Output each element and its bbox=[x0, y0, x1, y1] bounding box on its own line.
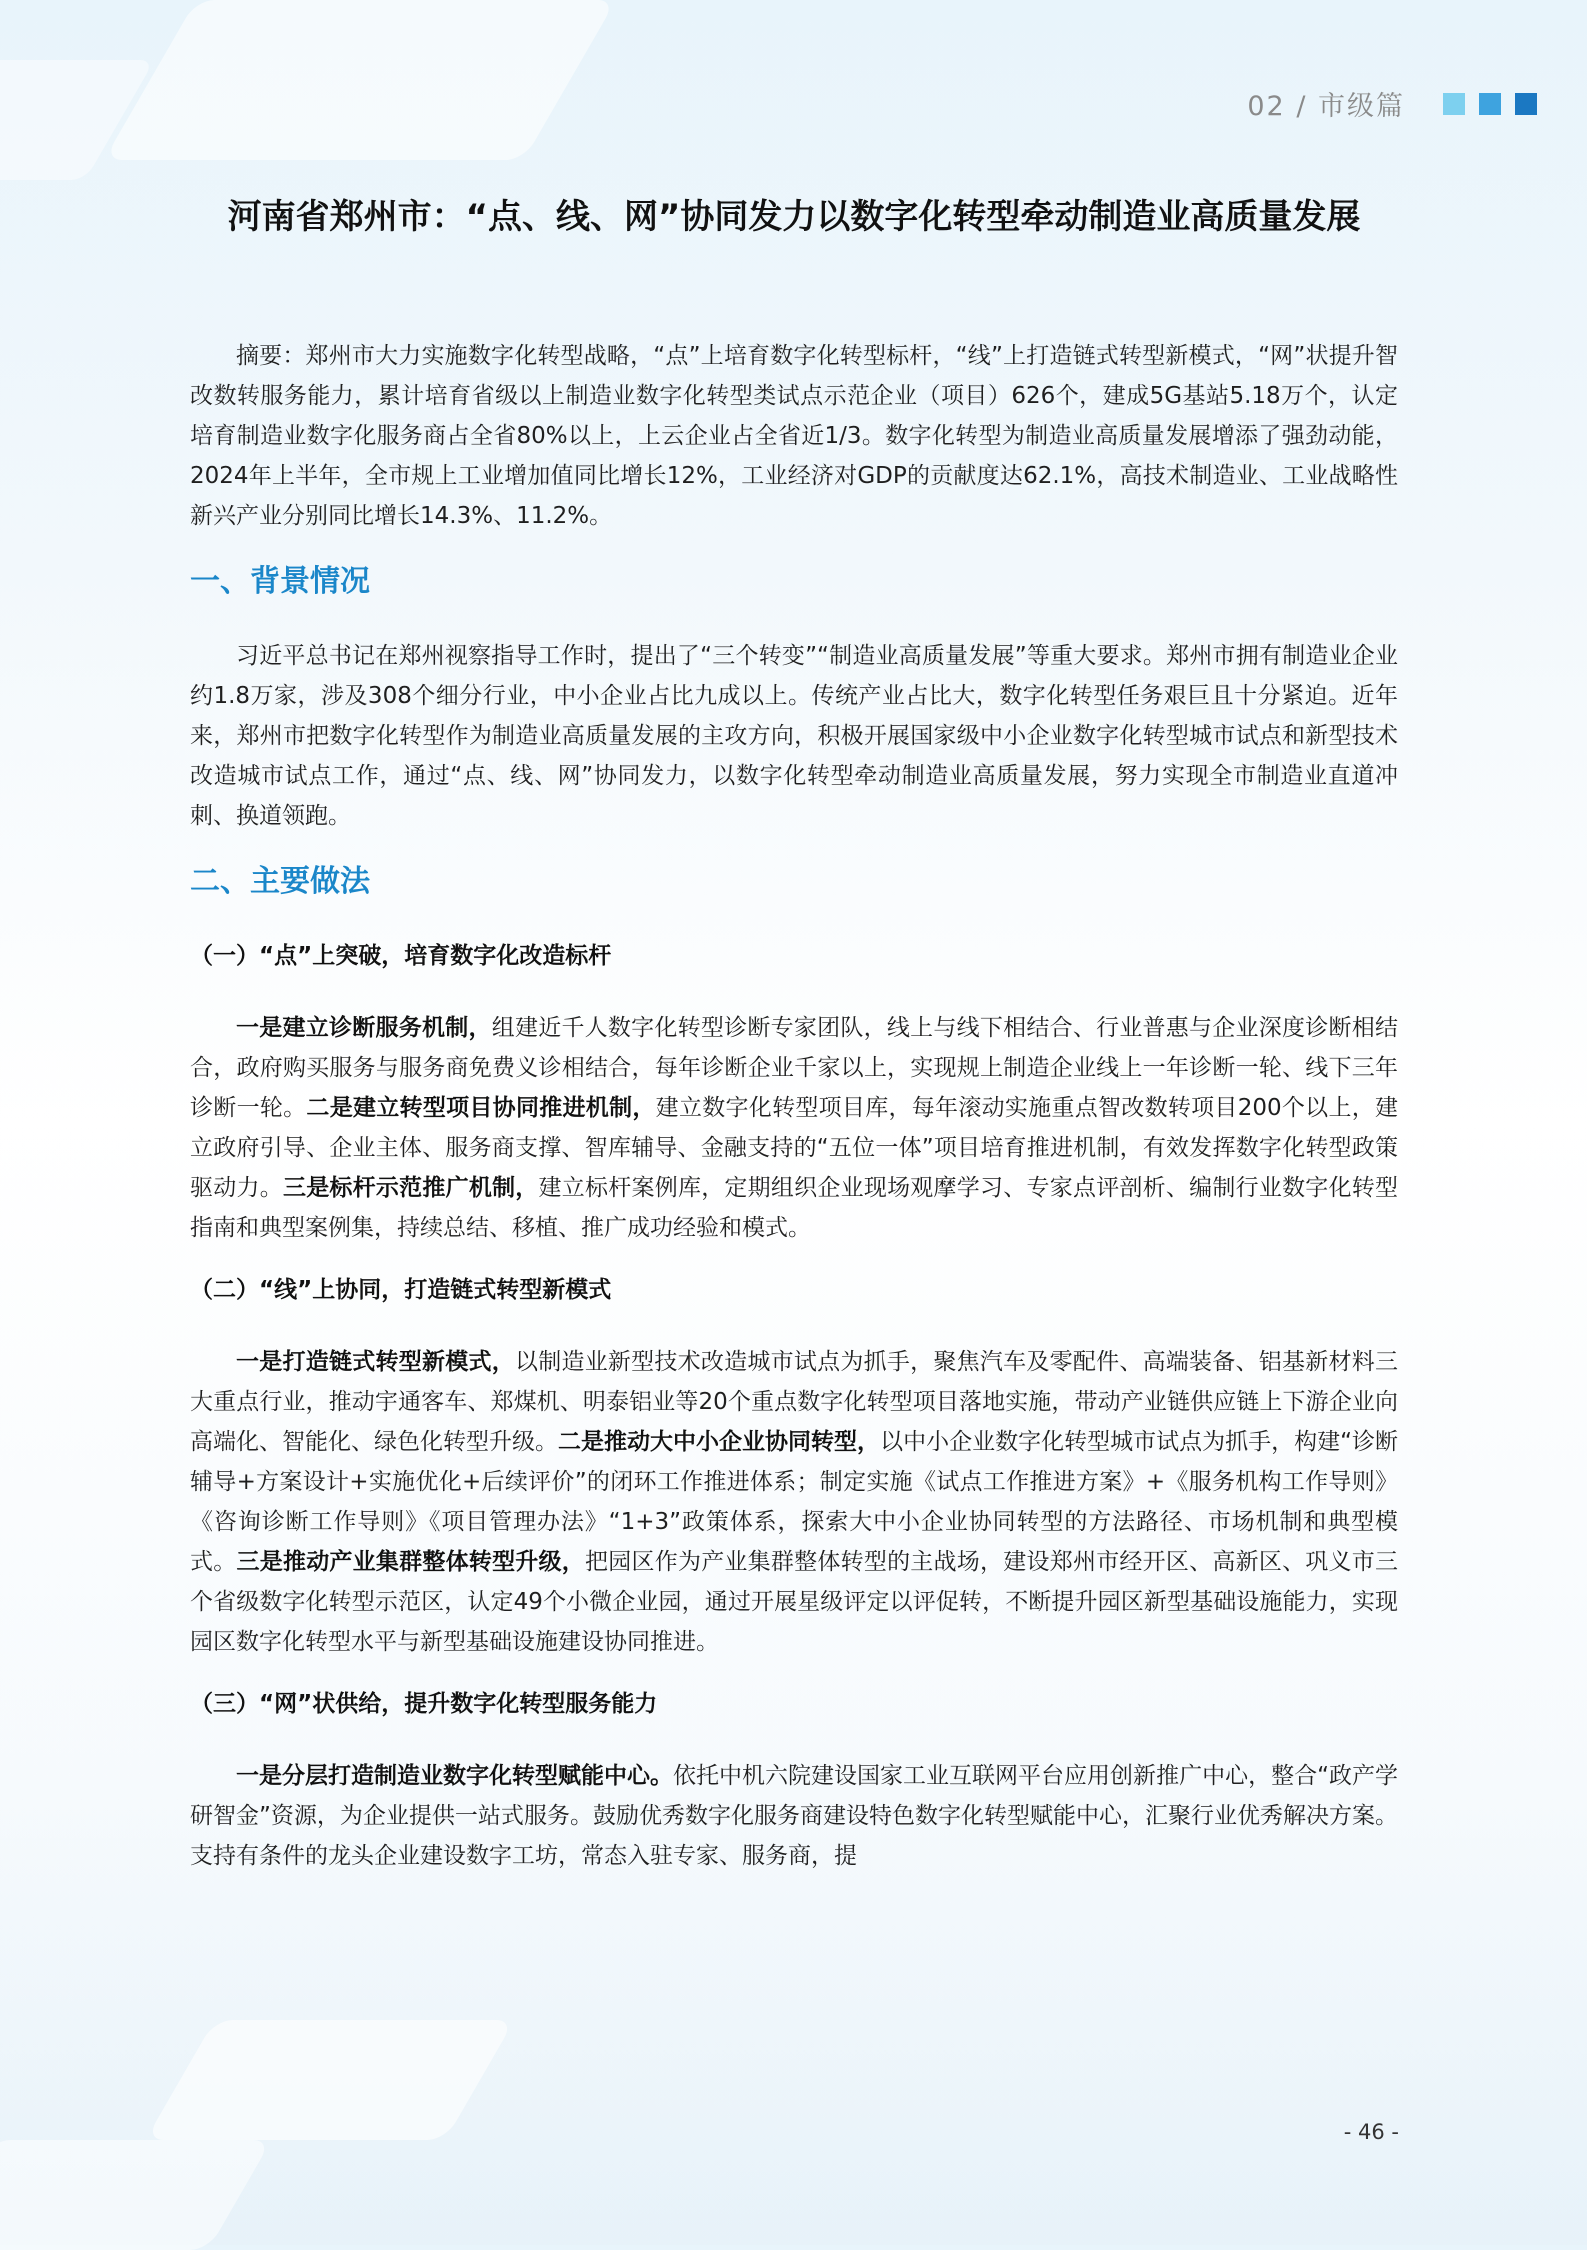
bold-lead: 三是推动产业集群整体转型升级， bbox=[236, 1549, 586, 1575]
body-paragraph bbox=[190, 1342, 1398, 1662]
bold-lead: 一是建立诊断服务机制， bbox=[236, 1015, 492, 1041]
document-body bbox=[190, 190, 1398, 1876]
subsection-heading: （二）“线”上协同，打造链式转型新模式 bbox=[190, 1277, 612, 1303]
bold-lead: 一是打造链式转型新模式， bbox=[236, 1349, 515, 1375]
decor-square-icon bbox=[1443, 93, 1465, 115]
section-heading: 一、背景情况 bbox=[190, 564, 370, 599]
background-paragraph: 习近平总书记在郑州视察指导工作时，提出了“三个转变”“制造业高质量发展”等重大要求。郑州市拥有制造业企业约1.8万家，涉及308个细分行业，中小企业占比九成以上。传统产业占比大，数字化转型任务艰巨且十分紧迫。近年来，郑州市把数字化转型作为制造业高质量发展的主攻方向，积极开展国家级中小企业数字化转型城市试点和新型技术改造城市试点工作，通过“点、线、网”协同发力，以数字化转型牵动制造业高质量发展，努力实现全市制造业直道冲刺、换道领跑。 bbox=[190, 643, 1398, 829]
background-shape bbox=[0, 60, 155, 180]
body-text: 依托中机六院建设国家工业互联网平台应用创新推广中心，整合“政产学研智金”资源，为企业提供一站式服务。鼓励优秀数字化服务商建设特色数字化转型赋能中心，汇聚行业优秀解决方案。支持有条件的龙头企业建设数字工坊，常态入驻专家、服务商，提 bbox=[190, 1763, 1398, 1869]
subsection-heading: （三）“网”状供给，提升数字化转型服务能力 bbox=[190, 1691, 658, 1717]
bold-lead: 二是推动大中小企业协同转型， bbox=[558, 1429, 881, 1455]
section-label: 02 / 市级篇 bbox=[1247, 91, 1405, 122]
body-text: 建立数字化转型项目库，每年滚动实施重点智改数转项目200个以上，建立政府引导、企业主体、服务商支撑、智库辅导、金融支持的“五位一体”项目培育推进机制，有效发挥数字化转型政策驱动力。 bbox=[190, 1095, 1399, 1201]
bold-lead: 一是分层打造制造业数字化转型赋能中心。 bbox=[236, 1763, 674, 1789]
section-header bbox=[1247, 84, 1537, 123]
background-shape bbox=[0, 2140, 272, 2250]
abstract-paragraph: 摘要：郑州市大力实施数字化转型战略，“点”上培育数字化转型标杆，“线”上打造链式转型新模式，“网”状提升智改数转服务能力，累计培育省级以上制造业数字化转型类试点示范企业（项目）626个，建成5G基站5.18万个，认定培育制造业数字化服务商占全省80%以上，上云企业占全省近1/3。数字化转型为制造业高质量发展增添了强劲动能，2024年上半年，全市规上工业增加值同比增长12%，工业经济对GDP的贡献度达62.1%，高技术制造业、工业战略性新兴产业分别同比增长14.3%、11.2%。 bbox=[190, 343, 1398, 529]
body-text: 以制造业新型技术改造城市试点为抓手，聚焦汽车及零配件、高端装备、铝基新材料三大重点行业，推动宇通客车、郑煤机、明泰铝业等20个重点数字化转型项目落地实施，带动产业链供应链上下游企业向高端化、智能化、绿色化转型升级。 bbox=[190, 1349, 1399, 1455]
section-heading: 二、主要做法 bbox=[190, 864, 370, 899]
page-number: - 46 - bbox=[1343, 2120, 1399, 2144]
body-text: 组建近千人数字化转型诊断专家团队，线上与线下相结合、行业普惠与企业深度诊断相结合，政府购买服务与服务商免费义诊相结合，每年诊断企业千家以上，实现规上制造企业线上一年诊断一轮、线下三年诊断一轮。 bbox=[190, 1015, 1399, 1121]
subsection-heading: （一）“点”上突破，培育数字化改造标杆 bbox=[190, 943, 612, 969]
body-text: 建立标杆案例库，定期组织企业现场观摩学习、专家点评剖析、编制行业数字化转型指南和典型案例集，持续总结、移植、推广成功经验和模式。 bbox=[190, 1175, 1399, 1241]
decor-square-icon bbox=[1479, 93, 1501, 115]
body-text: 把园区作为产业集群整体转型的主战场，建设郑州市经开区、高新区、巩义市三个省级数字化转型示范区，认定49个小微企业园，通过开展星级评定以评促转，不断提升园区新型基础设施能力，实现园区数字化转型水平与新型基础设施建设协同推进。 bbox=[190, 1549, 1399, 1655]
document-title: 河南省郑州市：“点、线、网”协同发力以数字化转型牵动制造业高质量发展 bbox=[227, 197, 1361, 237]
bold-lead: 三是标杆示范推广机制， bbox=[282, 1175, 539, 1201]
decor-square-icon bbox=[1515, 93, 1537, 115]
background-shape bbox=[145, 2020, 514, 2140]
bold-lead: 二是建立转型项目协同推进机制， bbox=[306, 1095, 656, 1121]
body-text: 以中小企业数字化转型城市试点为抓手，构建“诊断辅导+方案设计+实施优化+后续评价”的闭环工作推进体系；制定实施《试点工作推进方案》+《服务机构工作导则》《咨询诊断工作导则》《项目管理办法》“1+3”政策体系，探索大中小企业协同转型的方法路径、市场机制和典型模式。 bbox=[190, 1429, 1399, 1575]
body-paragraph bbox=[190, 1008, 1398, 1248]
background-shape bbox=[104, 0, 616, 160]
body-paragraph bbox=[190, 1756, 1398, 1876]
